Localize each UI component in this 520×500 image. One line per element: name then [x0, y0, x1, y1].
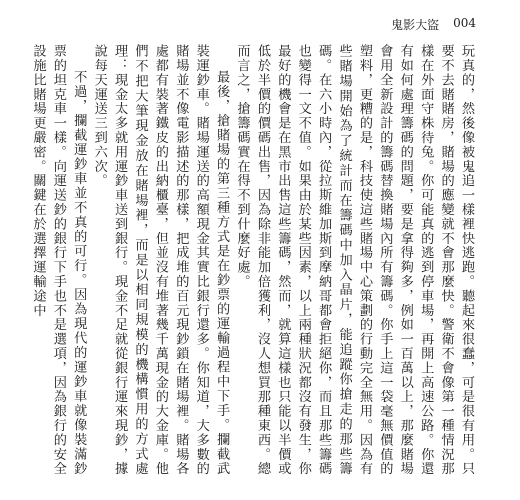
body-text	[30, 44, 476, 476]
paragraph: 不過，攔截運鈔車並不真的可行。因為現代的運鈔車就像裝滿鈔票的坦克車一樣。向運送鈔的銀行下手也不是選項，因為銀行的安全設施比賭場更嚴密。關鍵在於選擇運輸途中	[30, 44, 87, 476]
page-header	[391, 16, 476, 33]
paragraph: 玩真的，然後像被鬼追一樣裡快逃跑。聽起來很蠢，可是很有用。只要不去賭賭房，賭場的應變就不會那麼快。警衛不會像第一種情況那樣在外面守株待兔。你可能真的逃到停車場，再開上高速公路。你還有如何處理籌碼的問題，要是拿得夠多，例如一百萬以上，那麼賭場會用全新設計的籌碼替換賭場內所有籌碼。你手上這一袋毫無價值的塑料，更糟的是，科技使這些賭場中心策劃的行動完全無用。因為有些賭場開始為了統計而在籌碼中加入晶片，能追蹤你搶走的那些籌碼。在六小時內，從拉斯維加斯到摩納哥都會拒絕你，而且那些籌碼也變得一文不值。如果由於某些因素，以上兩種狀況都沒有發生，你最好的機會是在黑市出售這些籌碼，然而，就算這樣也只能以半價或低於半價的價碼出售，因為除非能加倍獲利，沒人想買那種東西。總而言之，搶籌碼實在得不到什麼好處。	[234, 44, 474, 476]
book-title: 鬼影大盜	[391, 18, 440, 32]
page-number: 004	[453, 16, 476, 30]
paragraph: 最後，搶賭場的第三種方式是在鈔票的運輸過程中下手。攔截武裝運鈔車。賭場運送的高額現金其實比銀行還多。你知道，大多數的賭場並不像電影描述的那樣，把成堆的百元現鈔鎖在賭場裡。賭場各處都有裝著鐵皮的出納櫃臺，但並沒有堆著幾千萬現金的大金庫。他們不把大筆現金放在賭場裡，而是以相同規模的機構慣用的方式處理：現金太多就用運鈔車送到銀行。現金不足就從銀行運來現鈔，據說每天運送三到六次。	[91, 44, 230, 476]
